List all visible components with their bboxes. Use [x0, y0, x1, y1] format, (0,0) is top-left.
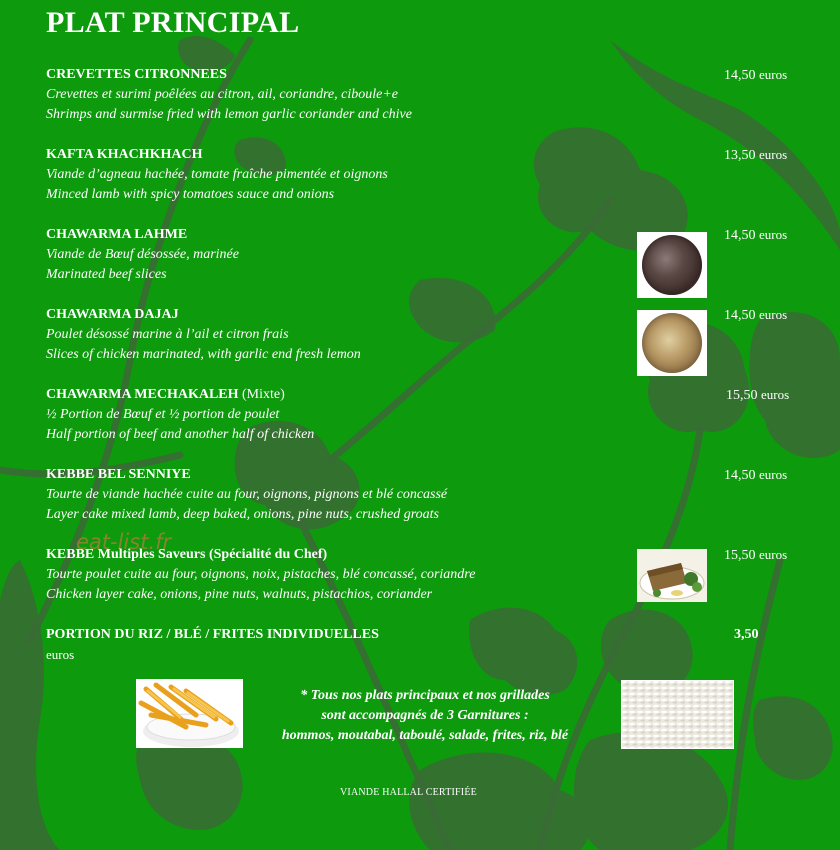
price-value: 14,50 — [724, 468, 756, 483]
item-description-en: Marinated beef slices — [46, 267, 167, 282]
price-value: 14,50 — [724, 308, 756, 323]
item-price — [726, 385, 789, 406]
price-value: 14,50 — [724, 228, 756, 243]
chicken-shawarma-photo — [637, 310, 707, 376]
item-price — [724, 65, 787, 86]
kebbe-photo — [637, 549, 707, 602]
item-description-en: Chicken layer cake, onions, pine nuts, walnuts, pistachios, coriander — [46, 587, 433, 602]
menu-item-kafta — [46, 145, 806, 205]
garnish-note — [250, 686, 600, 746]
item-name: CHAWARMA DAJAJ — [46, 307, 179, 322]
rice-icon — [621, 680, 734, 749]
item-name — [46, 385, 806, 405]
menu-item-sides — [46, 625, 806, 645]
item-description-en: Layer cake mixed lamb, deep baked, onions, pine nuts, crushed groats — [46, 507, 439, 522]
item-price — [724, 545, 787, 566]
item-description-fr: ½ Portion de Bœuf et ½ portion de poulet — [46, 407, 280, 422]
note-line-3: hommos, moutabal, taboulé, salade, frites, riz, blé — [281, 728, 569, 743]
note-line-2: sont accompagnés de 3 Garnitures : — [321, 708, 529, 723]
price-value: 15,50 — [726, 388, 758, 403]
menu-item-kebbe-bel-senniye — [46, 465, 806, 525]
kebbe-plate-icon — [637, 549, 707, 602]
item-price: 3,50 — [734, 627, 759, 642]
item-description-en: Half portion of beef and another half of chicken — [46, 427, 315, 442]
price-unit: euros — [759, 67, 788, 82]
menu-item-crevettes — [46, 65, 806, 125]
price-unit: euros — [759, 467, 788, 482]
price-unit: euros — [761, 387, 790, 402]
item-description-fr: Tourte poulet cuite au four, oignons, noix, pistaches, blé concassé, coriandre — [46, 567, 476, 582]
item-description-fr: Crevettes et surimi poêlées au citron, ail, coriandre, ciboule+e — [46, 87, 398, 102]
fries-icon — [136, 679, 243, 748]
item-price — [724, 305, 787, 326]
item-name-suffix: (Mixte) — [242, 387, 285, 402]
price-unit: euros — [759, 227, 788, 242]
menu-item-chawarma-mechakaleh — [46, 385, 806, 445]
item-name: CREVETTES CITRONNEES — [46, 67, 227, 82]
item-description-fr: Viande de Bœuf désossée, marinée — [46, 247, 239, 262]
beef-shawarma-photo — [637, 232, 707, 298]
price-unit: euros — [46, 647, 75, 662]
rice-photo — [621, 680, 734, 749]
item-name: PORTION DU RIZ / BLÉ / FRITES INDIVIDUELLES — [46, 627, 379, 642]
item-description-fr: Tourte de viande hachée cuite au four, oignons, pignons et blé concassé — [46, 487, 448, 502]
item-price — [724, 465, 787, 486]
item-price — [724, 225, 787, 246]
price-value: 14,50 — [724, 68, 756, 83]
item-description-en: Slices of chicken marinated, with garlic end fresh lemon — [46, 347, 361, 362]
price-unit: euros — [759, 547, 788, 562]
page-title: PLAT PRINCIPAL — [46, 6, 300, 39]
watermark: eat-list.fr — [76, 530, 172, 554]
item-description-en: Minced lamb with spicy tomatoes sauce and onions — [46, 187, 335, 202]
price-unit: euros — [759, 147, 788, 162]
item-description-fr: Poulet désossé marine à l’ail et citron frais — [46, 327, 289, 342]
item-description-fr: Viande d’agneau hachée, tomate fraîche pimentée et oignons — [46, 167, 388, 182]
item-description-en: Shrimps and surmise fried with lemon garlic coriander and chive — [46, 107, 412, 122]
item-name: KAFTA KHACHKHACH — [46, 147, 203, 162]
item-price — [724, 145, 787, 166]
halal-footer: VIANDE HALLAL CERTIFIÉE — [340, 787, 477, 795]
item-name: KEBBE Multiples Saveurs (Spécialité du Chef) — [46, 547, 328, 562]
item-name-main: CHAWARMA MECHAKALEH — [46, 387, 239, 402]
item-name: KEBBE BEL SENNIYE — [46, 467, 191, 482]
note-line-1: * Tous nos plats principaux et nos grillades — [300, 688, 550, 703]
price-unit: euros — [759, 307, 788, 322]
fries-photo — [136, 679, 243, 748]
price-value: 13,50 — [724, 148, 756, 163]
price-value: 15,50 — [724, 548, 756, 563]
item-name: CHAWARMA LAHME — [46, 227, 188, 242]
